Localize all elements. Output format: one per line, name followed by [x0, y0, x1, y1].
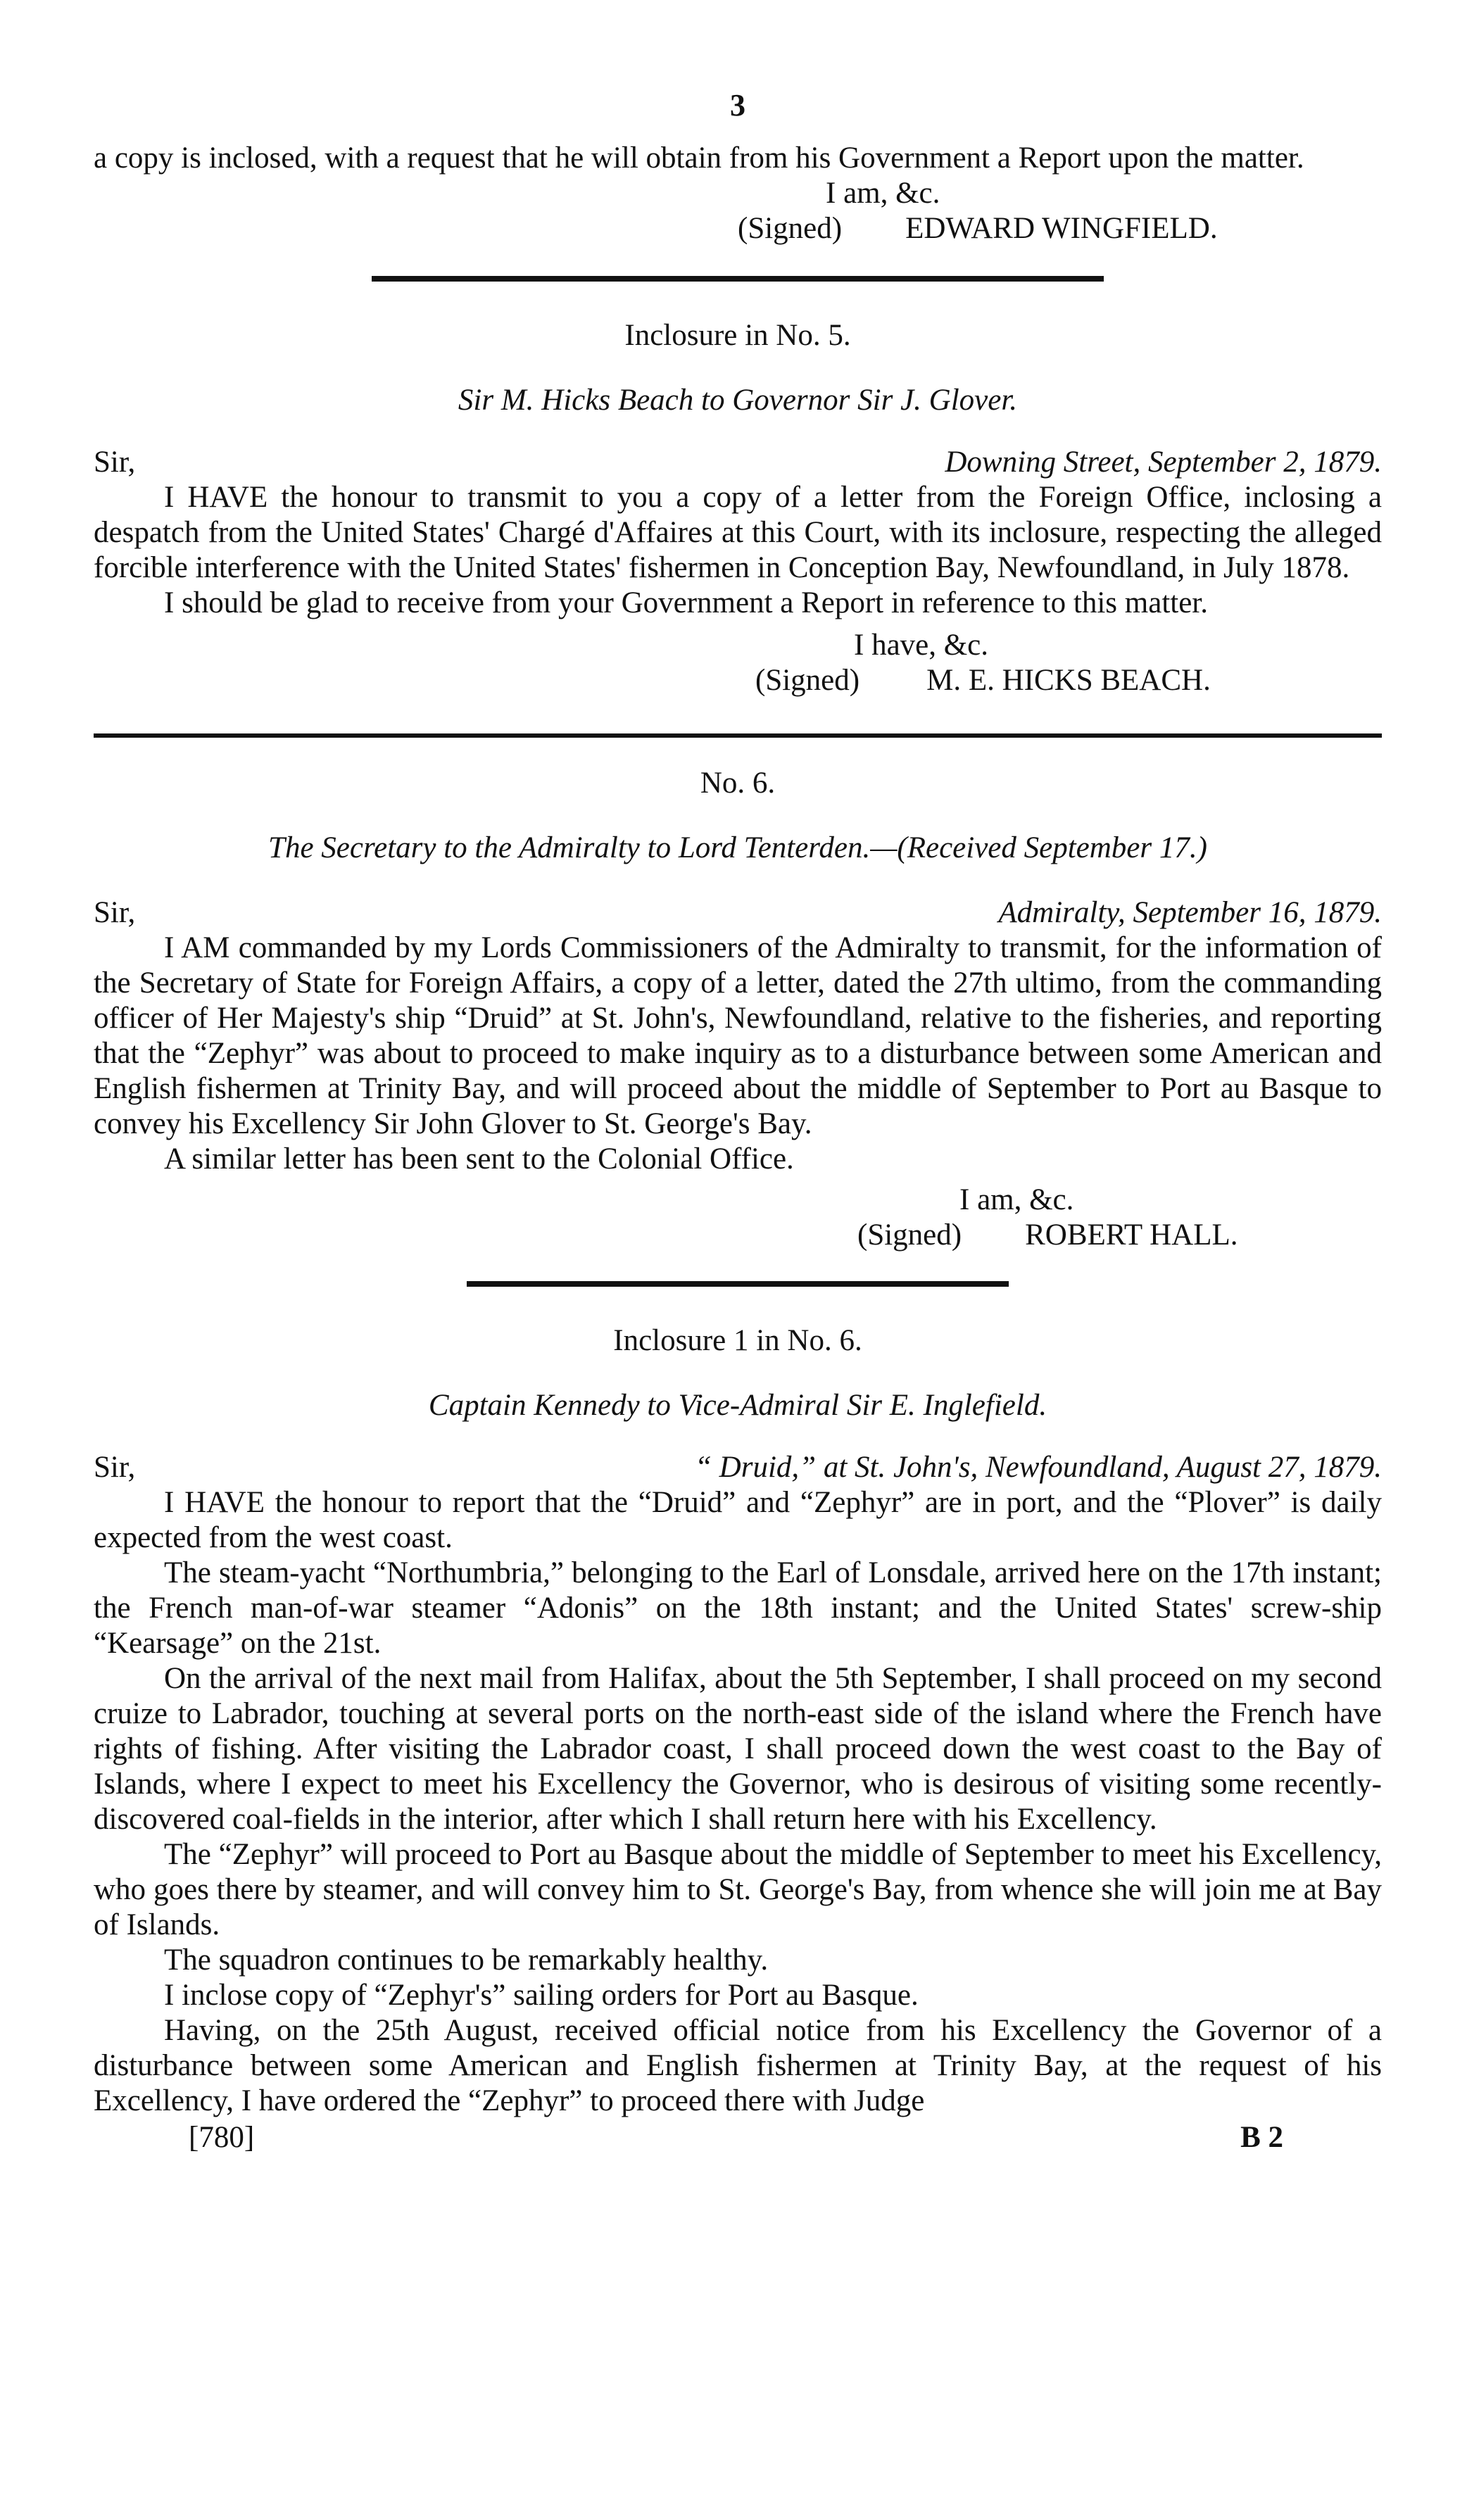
section-divider [467, 1281, 1009, 1287]
no6-salutation-row [94, 895, 1382, 931]
paragraph: On the arrival of the next mail from Halifax, about the 5th September, I shall proceed on my second cruize to Labrador, touching at several ports on the north-east side of the island where the French have rights of fishing. After visiting the Labrador coast, I shall proceed down the west coast to the Bay of Islands, where I expect to meet his Excellency the Governor, who is desirous of visiting some recently-discovered coal-fields in the interior, after which I shall return here with his Excellency. [94, 1662, 1382, 1836]
signature-name: EDWARD WINGFIELD. [905, 212, 1218, 245]
signature-name: ROBERT HALL. [1025, 1218, 1238, 1252]
signature-line [94, 663, 1382, 698]
inclosure6-heading: Inclosure 1 in No. 6. [613, 1324, 862, 1357]
paragraph: A similar letter has been sent to the Colonial Office. [164, 1142, 794, 1176]
paragraph: I should be glad to receive from your Government a Report in reference to this matter. [164, 586, 1208, 619]
paragraph: I HAVE the honour to transmit to you a copy of a letter from the Foreign Office, inclosing a despatch from the United States' Chargé d'Affaires at this Court, with its inclosure, respecting the alleged forcible interference with the United States' fishermen in Conception Bay, Newfoundland, in July 1878. [94, 481, 1382, 584]
inclosure5-salutation-row [94, 445, 1382, 480]
section-divider [372, 276, 1104, 282]
paragraph: I HAVE the honour to report that the “Druid” and “Zephyr” are in port, and the “Plover” is daily expected from the west coast. [94, 1486, 1382, 1554]
signed-label: (Signed) [738, 212, 843, 245]
no6-subheading: The Secretary to the Admiralty to Lord Tenterden.—(Received September 17.) [268, 831, 1207, 864]
dateline: “ Druid,” at St. John's, Newfoundland, August 27, 1879. [695, 1451, 1382, 1484]
salutation: Sir, [94, 1451, 136, 1484]
closing-phrase: I have, &c. [854, 629, 989, 662]
salutation: Sir, [94, 446, 136, 479]
paragraph: The squadron continues to be remarkably healthy. [164, 1943, 769, 1977]
dateline: Downing Street, September 2, 1879. [945, 446, 1382, 479]
footer-left: [780] [189, 2121, 255, 2154]
no6-closing-block [94, 1183, 1382, 1253]
paragraph: The “Zephyr” will proceed to Port au Basque about the middle of September to meet his Excellency, who goes there by steamer, and will convey him to St. George's Bay, from whence she will join me at Bay of Islands. [94, 1838, 1382, 1941]
paragraph: I inclose copy of “Zephyr's” sailing orders for Port au Basque. [164, 1979, 919, 2012]
no6-heading: No. 6. [700, 767, 776, 800]
closing-phrase: I am, &c. [959, 1183, 1074, 1216]
page-footer [94, 2120, 1382, 2155]
closing-phrase: I am, &c. [826, 177, 940, 210]
inclosure5-heading: Inclosure in No. 5. [624, 319, 851, 352]
inclosure5-closing-block [94, 628, 1382, 698]
page-number: 3 [730, 88, 745, 122]
paragraph: Having, on the 25th August, received official notice from his Excellency the Governor of a disturbance between some American and English fishermen at Trinity Bay, at the request of his Excellency, I have ordered the “Zephyr” to proceed there with Judge [94, 2014, 1382, 2117]
signature-line [94, 211, 1382, 246]
signed-label: (Signed) [857, 1218, 962, 1252]
letter-prev-text: a copy is inclosed, with a request that he will obtain from his Government a Report upon the matter. [94, 141, 1304, 175]
letter-prev-closing-block [94, 176, 1382, 246]
paragraph: The steam-yacht “Northumbria,” belonging to the Earl of Lonsdale, arrived here on the 17th instant; the French man-of-war steamer “Adonis” on the 18th instant; and the United States' screw-ship “Kearsage” on the 21st. [94, 1556, 1382, 1660]
paragraph: I AM commanded by my Lords Commissioners of the Admiralty to transmit, for the information of the Secretary of State for Foreign Affairs, a copy of a letter, dated the 27th ultimo, from the commanding officer of Her Majesty's ship “Druid” at St. John's, Newfoundland, relative to the fisheries, and reporting that the “Zephyr” was about to proceed to make inquiry as to a disturbance between some American and English fishermen at Trinity Bay, and will proceed about the middle of September to Port au Basque to convey his Excellency Sir John Glover to St. George's Bay. [94, 931, 1382, 1140]
signed-label: (Signed) [755, 664, 860, 697]
signature-name: M. E. HICKS BEACH. [926, 664, 1211, 697]
footer-right: B 2 [1240, 2121, 1283, 2154]
inclosure6-salutation-row [94, 1450, 1382, 1485]
dateline: Admiralty, September 16, 1879. [998, 896, 1382, 929]
salutation: Sir, [94, 896, 136, 929]
document-page [94, 84, 1382, 2155]
inclosure6-subheading: Captain Kennedy to Vice-Admiral Sir E. Inglefield. [428, 1389, 1047, 1422]
signature-line [94, 1218, 1382, 1253]
inclosure5-subheading: Sir M. Hicks Beach to Governor Sir J. Glover. [458, 384, 1018, 417]
